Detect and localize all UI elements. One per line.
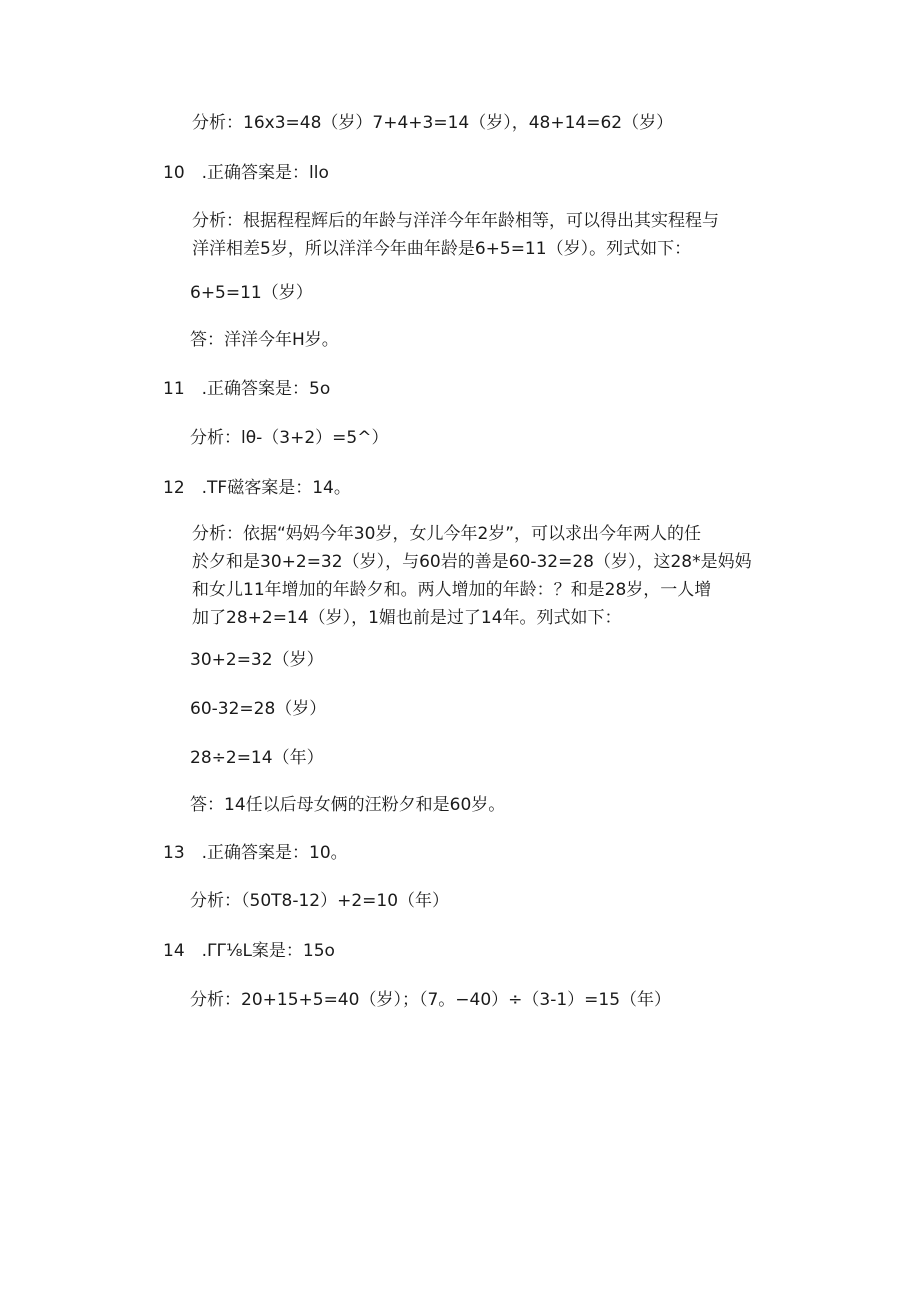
analysis-12	[192, 522, 792, 634]
analysis-10-line-1: 分析：根据程程辉后的年龄与洋洋今年年龄相等，可以得出其实程程与	[192, 211, 719, 231]
analysis-line-9: 分析：16x3=48（岁）7+4+3=14（岁），48+14=62（岁）	[192, 113, 674, 133]
analysis-12-line-3: 和女儿11年增加的年龄夕和。两人增加的年龄：？和是28岁，一人增	[192, 580, 712, 600]
formula-10: 6+5=11（岁）	[190, 283, 313, 303]
formula-12-3: 28÷2=14（年）	[190, 748, 324, 768]
analysis-14: 分析：20+15+5=40（岁）；（7。−40）÷（3-1）=15（年）	[190, 990, 672, 1010]
analysis-13: 分析：（50T8-12）+2=10（年）	[190, 891, 450, 911]
answer-12: 答：14任以后母女俩的汪粉夕和是60岁。	[190, 795, 506, 815]
question-11-answer: 11 .正确答案是：5o	[163, 379, 331, 399]
formula-12-1: 30+2=32（岁）	[190, 650, 324, 670]
analysis-11: 分析：lθ-（3+2）=5^）	[190, 428, 389, 448]
analysis-12-line-2: 於夕和是30+2=32（岁），与60岩的善是60-32=28（岁），这28*是妈妈	[192, 552, 752, 572]
question-13-answer: 13 .正确答案是：10。	[163, 843, 348, 863]
question-14-answer: 14 .ΓΓ⅛L案是：15o	[163, 941, 335, 961]
analysis-10-line-2: 洋洋相差5岁，所以洋洋今年曲年龄是6+5=11（岁）。列式如下：	[192, 239, 692, 259]
analysis-12-line-4: 加了28+2=14（岁），1媚也前是过了14年。列式如下：	[192, 608, 622, 628]
question-10-answer: 10 .正确答案是：llo	[163, 163, 329, 183]
question-12-answer: 12 .TF磁客案是：14。	[163, 478, 351, 498]
formula-12-2: 60-32=28（岁）	[190, 699, 327, 719]
answer-10: 答：洋洋今年H岁。	[190, 330, 339, 350]
analysis-10	[192, 209, 792, 265]
analysis-12-line-1: 分析：依据“妈妈今年30岁，女儿今年2岁”，可以求出今年两人的任	[192, 524, 702, 544]
